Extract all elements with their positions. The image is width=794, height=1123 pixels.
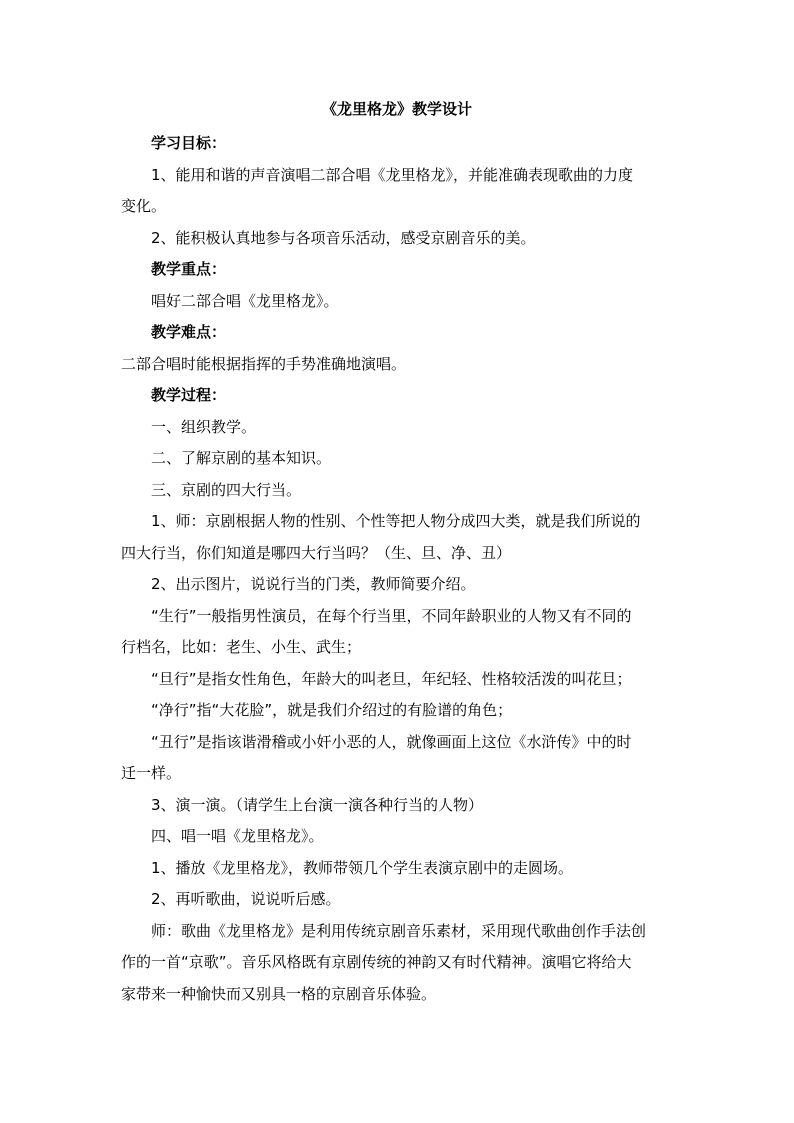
paragraph-line: 1、能用和谐的声音演唱二部合唱《龙里格龙》，并能准确表现歌曲的力度: [151, 165, 634, 184]
paragraph-line: 2、再听歌曲，说说听后感。: [151, 890, 341, 908]
paragraph-line: 1、师：京剧根据人物的性别、个性等把人物分成四大类，就是我们所说的: [151, 512, 641, 530]
section-heading: 教学难点：: [151, 323, 227, 341]
paragraph-line: 唱好二部合唱《龙里格龙》。: [151, 291, 339, 310]
paragraph-line: 2、出示图片，说说行当的门类，教师简要介绍。: [151, 575, 476, 593]
paragraph-line: 变化。: [121, 197, 167, 215]
paragraph-line: 2、能积极认真地参与各项音乐活动，感受京剧音乐的美。: [151, 228, 536, 247]
paragraph-line: “旦行”是指女性角色，年龄大的叫老旦，年纪轻、性格较活泼的叫花旦；: [151, 669, 632, 688]
document-body: [121, 128, 675, 1010]
paragraph-line: 四、唱一唱《龙里格龙》。: [151, 827, 324, 845]
paragraph-line: 三、京剧的四大行当。: [151, 480, 302, 499]
paragraph-line: 家带来一种愉快而又别具一格的京剧音乐体验。: [121, 984, 437, 1003]
paragraph-line: 四大行当，你们知道是哪四大行当吗？（生、旦、净、丑）: [121, 543, 512, 562]
paragraph-line: 师：歌曲《龙里格龙》是利用传统京剧音乐素材，采用现代歌曲创作手法创: [151, 921, 647, 940]
paragraph-line: “生行”一般指男性演员，在每个行当里，不同年龄职业的人物又有不同的: [151, 606, 632, 625]
paragraph-line: “净行”指“大花脸”，就是我们介绍过的有脸谱的角色；: [151, 701, 513, 719]
section-heading: 学习目标：: [151, 134, 227, 152]
paragraph-line: 二部合唱时能根据指挥的手势准确地演唱。: [121, 354, 407, 373]
section-heading: 教学重点：: [151, 260, 227, 278]
paragraph-line: 3、演一演。（请学生上台演一演各种行当的人物）: [151, 795, 484, 814]
paragraph-line: 1、播放《龙里格龙》，教师带领几个学生表演京剧中的走圆场。: [151, 858, 574, 877]
paragraph-line: “丑行”是指该谐滑稽或小奸小恶的人，就像画面上这位《水浒传》中的时: [151, 732, 632, 751]
paragraph-line: 行档名，比如：老生、小生、武生；: [121, 638, 362, 656]
section-heading: 教学过程：: [151, 386, 227, 404]
paragraph-line: 作的一首“京歌”。音乐风格既有京剧传统的神韵又有时代精神。演唱它将给大: [121, 953, 632, 971]
paragraph-line: 一、组织教学。: [151, 417, 257, 436]
paragraph-line: 二、了解京剧的基本知识。: [151, 449, 332, 467]
paragraph-line: 迁一样。: [121, 764, 182, 782]
document-title: 《龙里格龙》教学设计: [321, 100, 472, 118]
